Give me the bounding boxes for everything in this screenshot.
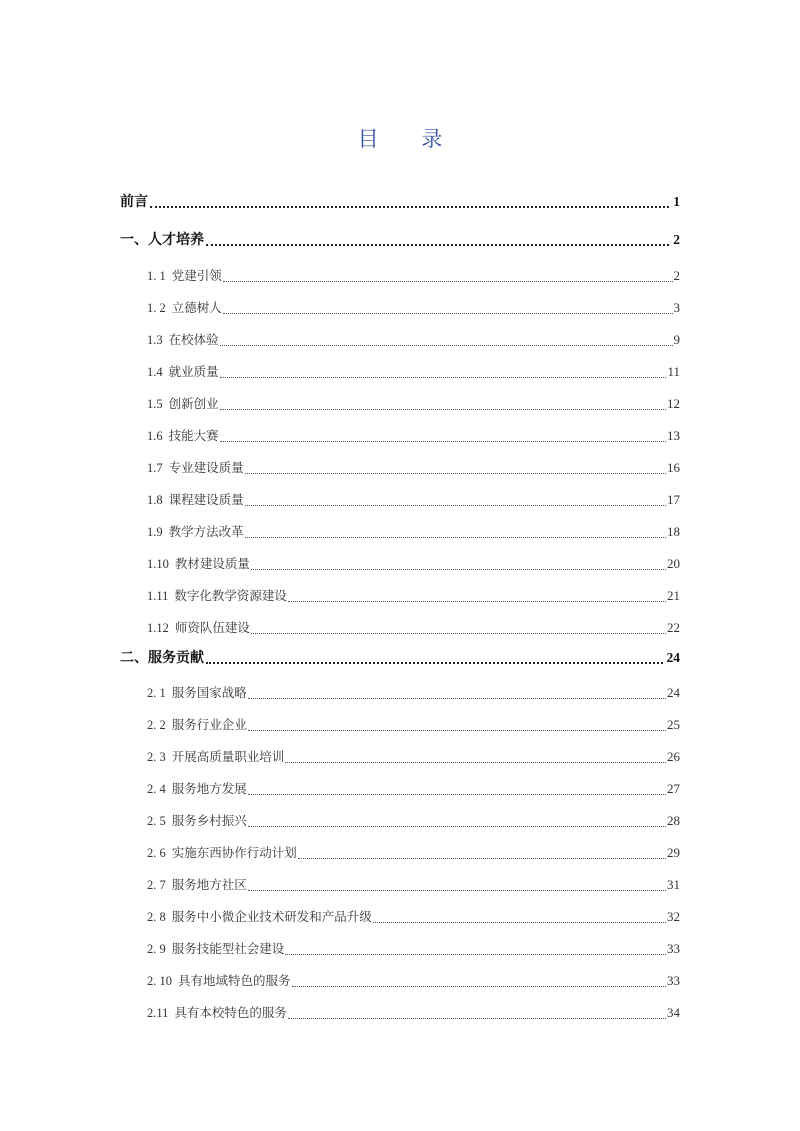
toc-section-label: 人才培养 bbox=[148, 232, 204, 248]
toc-entry-number: 2. 5 bbox=[147, 814, 166, 828]
toc-entry[interactable] bbox=[147, 746, 680, 768]
dot-leader bbox=[288, 1017, 666, 1019]
toc-entry-page: 18 bbox=[667, 524, 680, 539]
toc-entry[interactable] bbox=[147, 1002, 680, 1024]
toc-entry-number: 2. 4 bbox=[147, 782, 166, 796]
toc-entry-preface[interactable] bbox=[120, 191, 680, 213]
toc-entry-page: 11 bbox=[667, 364, 680, 379]
toc-entry-number: 1. 2 bbox=[147, 301, 166, 315]
toc-entry-page: 33 bbox=[667, 941, 680, 956]
dot-leader bbox=[220, 408, 666, 410]
toc-entry[interactable] bbox=[147, 457, 680, 479]
toc-entry-label: 服务中小微企业技术研发和产品升级 bbox=[171, 909, 372, 924]
toc-entry[interactable] bbox=[147, 521, 680, 543]
toc-entry[interactable] bbox=[147, 970, 680, 992]
dot-leader bbox=[285, 761, 666, 763]
toc-entry-label: 教材建设质量 bbox=[174, 556, 250, 571]
toc-entry-number: 2. 8 bbox=[147, 910, 166, 924]
toc-entry-page: 24 bbox=[667, 685, 680, 700]
toc-entry-label: 立德树人 bbox=[171, 300, 222, 315]
toc-entry-label: 前言 bbox=[120, 194, 148, 210]
dot-leader bbox=[248, 825, 666, 827]
toc-entry[interactable] bbox=[147, 906, 680, 928]
dot-leader bbox=[220, 376, 667, 378]
toc-entry-page: 33 bbox=[667, 973, 680, 988]
toc-entry-number: 1.11 bbox=[147, 589, 169, 603]
toc-entry-page: 32 bbox=[667, 909, 680, 924]
toc-entry-label: 服务国家战略 bbox=[171, 685, 247, 700]
toc-entry-number: 1.3 bbox=[147, 333, 163, 347]
toc-entry-number: 2. 6 bbox=[147, 846, 166, 860]
toc-entry-page: 1 bbox=[673, 194, 680, 209]
toc-entry-page: 17 bbox=[667, 492, 680, 507]
toc-entry-page: 29 bbox=[667, 845, 680, 860]
toc-entry-number: 2. 2 bbox=[147, 718, 166, 732]
dot-leader bbox=[245, 504, 666, 506]
toc-entry[interactable] bbox=[147, 778, 680, 800]
toc-entry-number: 2.11 bbox=[147, 1006, 169, 1020]
toc-entry-number: 1.12 bbox=[147, 621, 169, 635]
toc-entry-number: 1.7 bbox=[147, 461, 163, 475]
toc-entry-number: 1.10 bbox=[147, 557, 169, 571]
dot-leader bbox=[248, 729, 666, 731]
dot-leader bbox=[251, 632, 666, 634]
toc-entry-number: 2. 9 bbox=[147, 942, 166, 956]
toc-entry-label: 具有本校特色的服务 bbox=[174, 1005, 287, 1020]
toc-entry-label: 具有地域特色的服务 bbox=[178, 973, 291, 988]
toc-entry-label: 创新创业 bbox=[168, 396, 219, 411]
toc-entry[interactable] bbox=[147, 585, 680, 607]
toc-entry-label: 服务技能型社会建设 bbox=[171, 941, 285, 956]
toc-entry-label: 教学方法改革 bbox=[168, 524, 244, 539]
toc-entry[interactable] bbox=[147, 393, 680, 415]
toc-entry-page: 9 bbox=[673, 332, 680, 347]
toc-entry[interactable] bbox=[147, 874, 680, 896]
toc-entry[interactable] bbox=[147, 361, 680, 383]
toc-entry-number: 1.8 bbox=[147, 493, 163, 507]
toc-entry-label: 在校体验 bbox=[168, 332, 219, 347]
toc-entry-label: 实施东西协作行动计划 bbox=[171, 845, 297, 860]
toc-entry-number: 1.5 bbox=[147, 397, 163, 411]
toc-entry[interactable] bbox=[147, 329, 680, 351]
toc-section-page: 24 bbox=[666, 650, 680, 665]
toc-section-page: 2 bbox=[673, 232, 680, 247]
dot-leader bbox=[223, 280, 673, 282]
dot-leader bbox=[220, 344, 673, 346]
toc-entry-page: 27 bbox=[667, 781, 680, 796]
toc-entry[interactable] bbox=[147, 810, 680, 832]
toc-entry[interactable] bbox=[147, 425, 680, 447]
dot-leader bbox=[150, 205, 669, 208]
toc-section-number: 一、 bbox=[120, 232, 148, 248]
toc-entry-label: 党建引领 bbox=[171, 268, 222, 283]
toc-entry[interactable] bbox=[147, 682, 680, 704]
toc-section-label: 服务贡献 bbox=[148, 650, 204, 666]
dot-leader bbox=[298, 857, 666, 859]
toc-entry-page: 13 bbox=[667, 428, 680, 443]
dot-leader bbox=[245, 472, 666, 474]
toc-entry-label: 服务地方发展 bbox=[171, 781, 247, 796]
toc-entry-label: 技能大赛 bbox=[168, 428, 219, 443]
toc-entry-page: 34 bbox=[667, 1005, 680, 1020]
toc-entry-label: 师资队伍建设 bbox=[174, 620, 250, 635]
toc-entry-page: 3 bbox=[673, 300, 680, 315]
dot-leader bbox=[220, 440, 666, 442]
toc-entry-number: 1.4 bbox=[147, 365, 163, 379]
toc-entry-label: 课程建设质量 bbox=[168, 492, 244, 507]
toc-entry-label: 专业建设质量 bbox=[168, 460, 244, 475]
toc-entry[interactable] bbox=[147, 842, 680, 864]
dot-leader bbox=[292, 985, 666, 987]
page-title: 目 录 bbox=[357, 127, 461, 151]
toc-entry-number: 1.9 bbox=[147, 525, 163, 539]
toc-entry-page: 28 bbox=[667, 813, 680, 828]
toc-entry-number: 2. 3 bbox=[147, 750, 166, 764]
toc-entry[interactable] bbox=[147, 617, 680, 639]
toc-entry-label: 服务乡村振兴 bbox=[171, 813, 247, 828]
toc-entry[interactable] bbox=[147, 714, 680, 736]
toc-entry-page: 21 bbox=[667, 588, 680, 603]
dot-leader bbox=[373, 921, 666, 923]
toc-entry-number: 1.6 bbox=[147, 429, 163, 443]
toc-entry-number: 2. 7 bbox=[147, 878, 166, 892]
dot-leader bbox=[248, 793, 666, 795]
toc-entry[interactable] bbox=[147, 265, 680, 287]
toc-section-1[interactable] bbox=[120, 229, 680, 251]
toc-entry-page: 12 bbox=[667, 396, 680, 411]
toc-entry-page: 20 bbox=[667, 556, 680, 571]
toc-entry-page: 22 bbox=[667, 620, 680, 635]
dot-leader bbox=[285, 953, 666, 955]
toc-entry[interactable] bbox=[147, 553, 680, 575]
toc-entry-label: 服务行业企业 bbox=[171, 717, 247, 732]
toc-entry-label: 服务地方社区 bbox=[171, 877, 247, 892]
toc-entry-page: 25 bbox=[667, 717, 680, 732]
dot-leader bbox=[223, 312, 673, 314]
toc-entry[interactable] bbox=[147, 489, 680, 511]
toc-entry[interactable] bbox=[147, 297, 680, 319]
dot-leader bbox=[248, 697, 666, 699]
toc-section-2[interactable] bbox=[120, 647, 680, 669]
toc-entry-label: 开展高质量职业培训 bbox=[171, 749, 285, 764]
dot-leader bbox=[245, 536, 666, 538]
toc-entry-page: 31 bbox=[667, 877, 680, 892]
toc-entry-label: 数字化教学资源建设 bbox=[174, 588, 287, 603]
dot-leader bbox=[206, 661, 663, 664]
dot-leader bbox=[248, 889, 666, 891]
dot-leader bbox=[206, 243, 669, 246]
toc-entry-number: 2. 10 bbox=[147, 974, 172, 988]
toc-entry-label: 就业质量 bbox=[168, 364, 219, 379]
toc-section-number: 二、 bbox=[120, 650, 148, 666]
toc-entry-page: 16 bbox=[667, 460, 680, 475]
dot-leader bbox=[288, 600, 666, 602]
toc-entry-number: 2. 1 bbox=[147, 686, 166, 700]
toc-entry[interactable] bbox=[147, 938, 680, 960]
toc-entry-page: 2 bbox=[673, 268, 680, 283]
dot-leader bbox=[251, 568, 666, 570]
toc-entry-page: 26 bbox=[667, 749, 680, 764]
toc-entry-number: 1. 1 bbox=[147, 269, 166, 283]
